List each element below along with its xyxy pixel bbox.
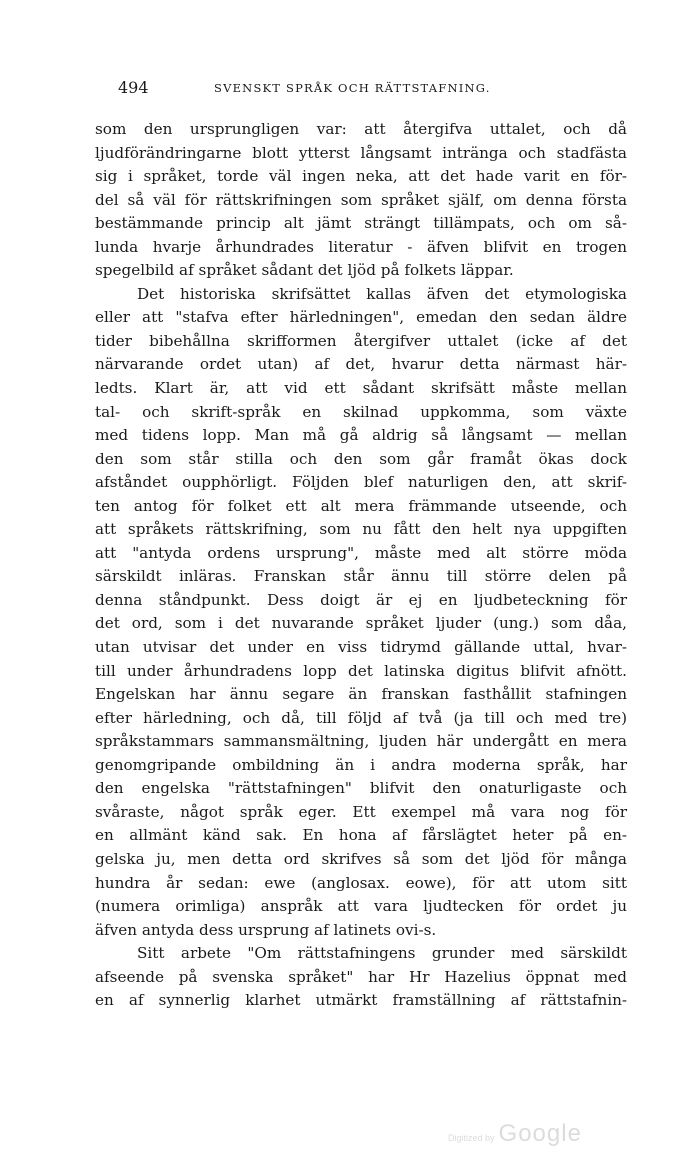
text-line: spegelbild af språket sådant det ljöd på folkets läppar. [95,261,514,280]
text-line: en allmänt känd sak. En hona af fårslägtet heter på en- [95,826,627,845]
text-line: gelska ju, men detta ord skrifves så som det ljöd för många [95,849,627,868]
page-number: 494 [118,78,149,97]
running-title: SVENSKT SPRÅK OCH RÄTTSTAFNING. [214,81,491,95]
text-line: närvarande ordet utan) af det, hvarur detta närmast här- [95,355,627,374]
text-line: tal- och skrift-språk en skilnad uppkomma, som växte [95,402,627,421]
text-line: genomgripande ombildning än i andra moderna språk, har [95,755,627,774]
text-line: efter härledning, och då, till följd af två (ja till och med tre) [95,708,627,727]
text-line: utan utvisar det under en viss tidrymd gällande uttal, hvar- [95,638,627,657]
text-line: lunda hvarje århundrades literatur - äfven blifvit en trogen [95,237,627,256]
text-line: tider bibehållna skrifformen återgifver uttalet (icke af det [95,331,627,350]
text-line: den engelska "rättstafningen" blifvit den onaturligaste och [95,779,627,798]
text-line: sig i språket, torde väl ingen neka, att det hade varit en för- [95,167,627,186]
text-line: Sitt arbete "Om rättstafningens grunder med särskildt [137,944,627,963]
text-line: afseende på svenska språket" har Hr Hazelius öppnat med [95,967,627,986]
body-text [95,118,627,1013]
text-line: (numera orimliga) anspråk att vara ljudtecken för ordet ju [95,897,627,916]
text-line: hundra år sedan: ewe (anglosax. eowe), för att utom sitt [95,873,627,892]
text-line: denna ståndpunkt. Dess doigt är ej en ljudbeteckning för [95,590,627,609]
text-line: till under århundradens lopp det latinska digitus blifvit afnött. [95,661,627,680]
text-line: den som står stilla och den som går framåt ökas dock [95,449,627,468]
text-line: att språkets rättskrifning, som nu fått den helt nya uppgiften [95,520,627,539]
text-line: en af synnerlig klarhet utmärkt framställning af rättstafnin- [95,991,627,1010]
text-line: äfven antyda dess ursprung af latinets ovi-s. [95,920,437,939]
text-line: särskildt inläras. Franskan står ännu till större delen på [95,567,627,586]
page-header [118,78,638,100]
text-line: del så väl för rättskrifningen som språket själf, om denna första [95,190,627,209]
text-line: att "antyda ordens ursprung", måste med alt större möda [95,543,627,562]
text-line: som den ursprungligen var: att återgifva uttalet, och då [95,120,627,138]
text-line: ten antog för folket ett alt mera främmande utseende, och [95,496,627,515]
text-line: med tidens lopp. Man må gå aldrig så långsamt — mellan [95,426,627,445]
digitized-watermark [448,1120,582,1148]
watermark-prefix: Digitized by [448,1133,495,1143]
text-line: ljudförändringarne blott ytterst långsamt intränga och stadfästa [95,143,627,162]
text-line: språkstammars sammansmältning, ljuden här undergått en mera [95,732,627,751]
text-line: svåraste, något språk eger. Ett exempel må vara nog för [95,802,627,821]
text-line: eller att "stafva efter härledningen", emedan den sedan äldre [95,308,627,327]
text-line: ledts. Klart är, att vid ett sådant skrifsätt måste mellan [95,379,627,398]
text-line: afståndet oupphörligt. Följden blef naturligen den, att skrif- [95,473,627,492]
text-line: bestämmande princip alt jämt strängt tillämpats, och om så- [95,214,627,233]
text-line: det ord, som i det nuvarande språket ljuder (ung.) som dåa, [95,614,627,633]
text-line: Engelskan har ännu segare än franskan fasthållit stafningen [95,685,627,704]
watermark-brand: Google [498,1120,582,1147]
text-line: Det historiska skrifsättet kallas äfven det etymologiska [137,284,627,303]
